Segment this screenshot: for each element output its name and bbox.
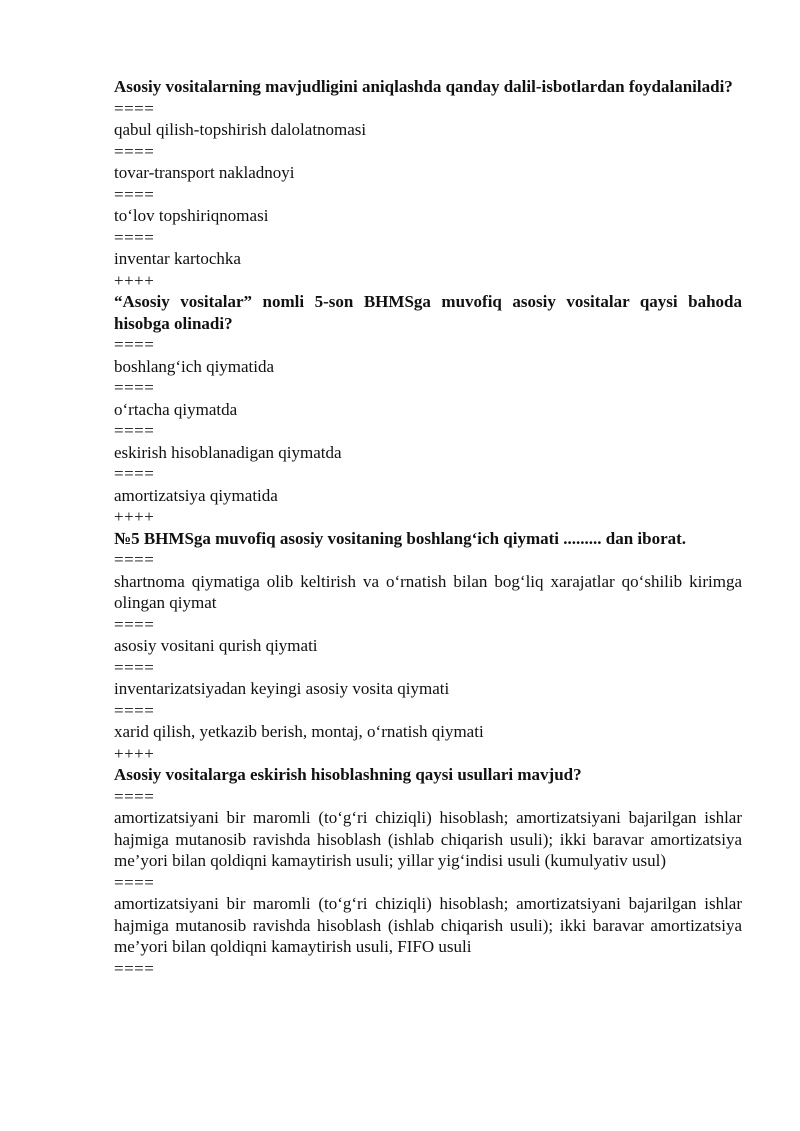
question-separator: ++++	[114, 270, 155, 290]
separator: ====	[114, 227, 155, 247]
separator: ====	[114, 958, 155, 978]
separator: ====	[114, 786, 155, 806]
answer-option: shartnoma qiymatiga olib keltirish va o‘rnatish bilan bog‘liq xarajatlar qo‘shilib kirimga olingan qiymat	[114, 571, 747, 612]
separator: ====	[114, 335, 155, 354]
separator: ====	[114, 98, 155, 118]
separator: ====	[114, 141, 155, 161]
answer-option: amortizatsiya qiymatida	[114, 485, 278, 505]
answer-option: amortizatsiyani bir maromli (to‘g‘ri chiziqli) hisoblash; amortizatsiyani bajarilgan ishlar hajmiga mutanosib ravishda hisoblash (ishlab chiqarish usuli); ikki baravar amortizatsiya me’yori bilan qoldiqni kamaytirish usuli; yillar yig‘indisi usuli (kumulyativ usul)	[114, 808, 747, 870]
document-page	[114, 76, 747, 979]
question-1-text: Asosiy vositalarning mavjudligini aniqlashda qanday dalil-isbotlardan foydalaniladi?	[114, 77, 733, 96]
separator: ====	[114, 378, 155, 397]
separator: ====	[114, 657, 155, 677]
answer-option: inventarizatsiyadan keyingi asosiy vosita qiymati	[114, 679, 450, 698]
separator: ====	[114, 464, 155, 483]
answer-option: eskirish hisoblanadigan qiymatda	[114, 442, 342, 462]
question-2-text: “Asosiy vositalar” nomli 5-son BHMSga muvofiq asosiy vositalar qaysi bahoda hisobga olinadi?	[114, 292, 747, 333]
answer-option: amortizatsiyani bir maromli (to‘g‘ri chiziqli) hisoblash; amortizatsiyani bajarilgan ishlar hajmiga mutanosib ravishda hisoblash (ishlab chiqarish usuli); ikki baravar amortizatsiya me’yori bilan qoldiqni kamaytirish usuli, FIFO usuli	[114, 894, 747, 956]
separator: ====	[114, 184, 155, 204]
answer-option: o‘rtacha qiymatda	[114, 399, 238, 419]
question-4-text: Asosiy vositalarga eskirish hisoblashning qaysi usullari mavjud?	[114, 765, 582, 784]
separator: ====	[114, 421, 155, 440]
answer-option: inventar kartochka	[114, 249, 241, 268]
answer-option: tovar-transport nakladnoyi	[114, 163, 295, 182]
answer-option: to‘lov topshiriqnomasi	[114, 206, 269, 225]
separator: ====	[114, 614, 155, 634]
question-separator: ++++	[114, 507, 155, 526]
question-3-text: №5 BHMSga muvofiq asosiy vositaning boshlang‘ich qiymati ......... dan iborat.	[114, 528, 687, 548]
separator: ====	[114, 550, 155, 569]
answer-option: boshlang‘ich qiymatida	[114, 356, 275, 376]
separator: ====	[114, 872, 155, 892]
separator: ====	[114, 700, 155, 720]
answer-option: xarid qilish, yetkazib berish, montaj, o‘rnatish qiymati	[114, 722, 484, 741]
answer-option: asosiy vositani qurish qiymati	[114, 636, 318, 655]
answer-option: qabul qilish-topshirish dalolatnomasi	[114, 120, 367, 139]
question-separator: ++++	[114, 743, 155, 763]
